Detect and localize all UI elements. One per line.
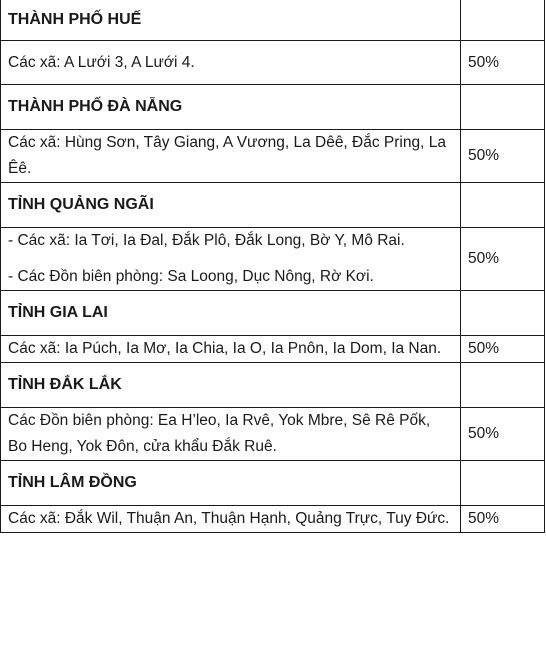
table-row: [1, 41, 545, 85]
section-heading-row: [1, 85, 545, 130]
section-heading-row: [1, 461, 545, 506]
empty-rate-cell: [461, 461, 545, 506]
section-heading: TỈNH QUẢNG NGÃI: [1, 183, 461, 228]
rate-value: 50%: [461, 506, 545, 533]
section-heading: TỈNH ĐẮK LẮK: [1, 363, 461, 408]
section-heading: THÀNH PHỐ ĐÀ NẴNG: [1, 85, 461, 130]
area-list-text: Các xã: Ia Púch, Ia Mơ, Ia Chia, Ia O, Ia Pnôn, Ia Dom, Ia Nan.: [8, 340, 442, 357]
rate-value: 50%: [461, 336, 545, 363]
area-list-text: - Các xã: Ia Tơi, Ia Đal, Đắk Plô, Đắk Long, Bờ Y, Mô Rai.: [8, 232, 405, 249]
table-row: [1, 228, 545, 291]
table-row: [1, 336, 545, 363]
table-body: [1, 0, 545, 533]
area-list-cell: [1, 408, 461, 461]
area-list-text: Các xã: A Lưới 3, A Lưới 4.: [8, 53, 195, 71]
section-heading: TỈNH LÂM ĐỒNG: [1, 461, 461, 506]
area-list-text: Các Đồn biên phòng: Ea H’leo, Ia Rvê, Yok Mbre, Sê Rê Pốk, Bo Heng, Yok Đôn, cửa khẩu Đắk Ruê.: [8, 412, 431, 455]
table-row: [1, 506, 545, 533]
area-list-cell: [1, 336, 461, 363]
section-heading: THÀNH PHỐ HUẾ: [1, 0, 461, 41]
section-heading-row: [1, 291, 545, 336]
empty-rate-cell: [461, 0, 545, 41]
area-list-cell: [1, 228, 461, 291]
area-list-text: Các xã: Đắk Wil, Thuận An, Thuận Hạnh, Quảng Trực, Tuy Đức.: [8, 510, 450, 527]
table-row: [1, 408, 545, 461]
area-list-cell: [1, 41, 461, 85]
area-list-text: - Các Đồn biên phòng: Sa Loong, Dục Nông, Rờ Kơi.: [8, 268, 374, 285]
area-list-cell: [1, 130, 461, 183]
rate-value: 50%: [461, 130, 545, 183]
empty-rate-cell: [461, 363, 545, 408]
empty-rate-cell: [461, 291, 545, 336]
section-heading: TỈNH GIA LAI: [1, 291, 461, 336]
rate-value: 50%: [461, 41, 545, 85]
table-row: [1, 130, 545, 183]
section-heading-row: [1, 363, 545, 408]
area-list-cell: [1, 506, 461, 533]
section-heading-row: [1, 183, 545, 228]
section-heading-row: [1, 0, 545, 41]
empty-rate-cell: [461, 85, 545, 130]
rate-value: 50%: [461, 408, 545, 461]
rate-value: 50%: [461, 228, 545, 291]
empty-rate-cell: [461, 183, 545, 228]
area-list-text: Các xã: Hùng Sơn, Tây Giang, A Vương, La Dêê, Đắc Pring, La Êê.: [8, 134, 446, 177]
